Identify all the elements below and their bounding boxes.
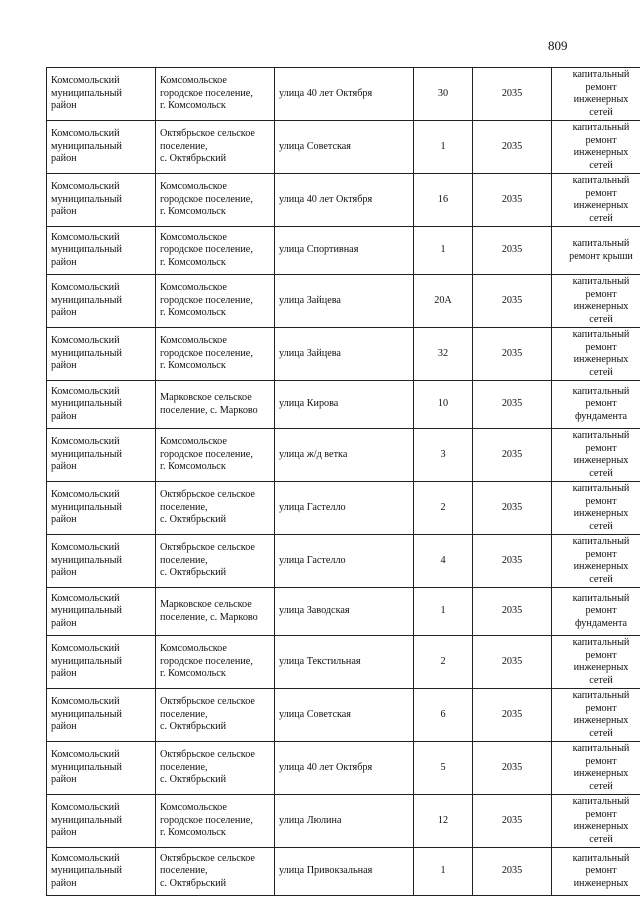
year-cell: 2035 [473,535,552,588]
work-type-cell-line: инженерных [573,354,629,365]
district-cell-line: Комсомольский [51,542,120,554]
street-cell: улица Зайцева [275,328,414,381]
settlement-cell [156,742,275,795]
settlement-cell [156,227,275,275]
work-type-cell [552,227,640,275]
district-cell-line: район [51,256,77,268]
district-cell [47,429,156,482]
work-type-cell-line: сетей [589,520,613,532]
district-cell-line: муниципальный [51,193,122,205]
settlement-cell [156,482,275,535]
settlement-cell-line: городское поселение, [160,448,253,460]
district-cell-line: Комсомольский [51,128,120,140]
district-cell-line: район [51,410,77,422]
street-cell: улица Советская [275,121,414,174]
settlement-cell-line: Комсомольское [160,75,227,87]
settlement-cell [156,68,275,121]
house-number-cell: 6 [414,689,473,742]
work-type-cell-line: капитальный [572,852,630,864]
district-cell-line: муниципальный [51,655,122,667]
year-cell: 2035 [473,429,552,482]
table-row [47,275,640,328]
page-number: 809 [548,38,568,53]
settlement-cell-line: с. Октябрьский [160,514,227,526]
street-cell: улица Заводская [275,588,414,636]
settlement-cell-line: поселение, [160,140,208,152]
year-cell: 2035 [473,689,552,742]
settlement-cell-line: Комсомольское [160,335,227,347]
district-cell [47,381,156,429]
settlement-cell-line: Октябрьское сельское [160,696,255,708]
settlement-cell-line: городское поселение, [160,655,253,667]
settlement-cell-line: поселение, [160,501,208,513]
house-number-cell: 1 [414,227,473,275]
work-type-cell [552,795,640,848]
district-cell [47,121,156,174]
settlement-cell-line: поселение, [160,865,208,877]
work-type-cell-line: фундамента [574,410,628,422]
house-number-cell: 12 [414,795,473,848]
work-type-cell-line: капитальный [572,276,630,287]
district-cell-line: Комсомольский [51,643,120,655]
street-cell: улица Зайцева [275,275,414,328]
district-cell-line: Комсомольский [51,852,120,864]
district-cell-line: муниципальный [51,140,122,152]
settlement-cell-line: городское поселение, [160,87,253,99]
district-cell-line: Комсомольский [51,802,120,814]
settlement-cell-line: Марковское сельское [160,392,252,403]
work-type-cell [552,328,640,381]
work-type-cell-line: сетей [589,106,613,118]
work-type-cell-line: инженерных [573,877,629,889]
work-type-cell-line: капитальный [572,536,630,547]
district-cell [47,689,156,742]
table-row [47,328,640,381]
settlement-cell-line: с. Октябрьский [160,567,227,579]
house-number-cell: 10 [414,381,473,429]
year-cell: 2035 [473,795,552,848]
work-type-cell-line: сетей [589,573,613,585]
work-type-cell-line: ремонт [585,81,617,93]
work-type-cell [552,482,640,535]
table-row [47,535,640,588]
work-type-cell-line: фундамента [574,617,628,629]
work-type-cell-line: сетей [589,780,613,792]
district-cell-line: Комсомольский [51,592,120,604]
settlement-cell [156,848,275,896]
settlement-cell-line: с. Октябрьский [160,153,227,165]
district-cell-line: муниципальный [51,554,122,566]
work-type-cell-line: ремонт [585,755,617,767]
work-type-cell-line: инженерных [573,147,629,158]
district-cell-line: Комсомольский [51,335,120,347]
work-type-cell-line: капитальный [572,122,630,133]
table-row [47,227,640,275]
work-type-cell-line: капитальный [572,175,630,186]
street-cell: улица 40 лет Октября [275,174,414,227]
work-type-cell-line: инженерных [573,200,629,211]
street-cell: улица Кирова [275,381,414,429]
work-type-cell-line: капитальный [572,238,630,249]
district-cell-line: муниципальный [51,814,122,826]
settlement-cell-line: г. Комсомольск [160,827,226,839]
table-row [47,742,640,795]
house-number-cell: 1 [414,848,473,896]
settlement-cell-line: г. Комсомольск [160,360,226,372]
settlement-cell-line: Комсомольское [160,181,227,193]
district-cell-line: Комсомольский [51,282,120,294]
table-row [47,689,640,742]
work-type-cell-line: капитальный [572,483,630,494]
settlement-cell-line: г. Комсомольск [160,461,226,473]
district-cell [47,68,156,121]
street-cell: улица Текстильная [275,636,414,689]
year-cell: 2035 [473,227,552,275]
table-row [47,795,640,848]
settlement-cell [156,121,275,174]
street-cell: улица Гастелло [275,482,414,535]
settlement-cell-line: г. Комсомольск [160,668,226,680]
house-number-cell: 30 [414,68,473,121]
work-type-cell-line: инженерных [573,94,629,105]
district-cell-line: муниципальный [51,347,122,359]
district-cell-line: Комсомольский [51,75,120,87]
work-type-cell-line: сетей [589,313,613,325]
work-type-cell-line: сетей [589,467,613,479]
work-type-cell [552,689,640,742]
settlement-cell [156,689,275,742]
street-cell: улица Привокзальная [275,848,414,896]
table-row [47,68,640,121]
work-type-cell-line: ремонт [585,808,617,820]
year-cell: 2035 [473,482,552,535]
settlement-cell-line: Октябрьское сельское [160,542,255,554]
table-row [47,848,640,896]
settlement-cell-line: г. Комсомольск [160,100,226,112]
work-type-cell-line: ремонт [585,649,617,661]
district-cell-line: муниципальный [51,865,122,877]
district-cell-line: район [51,153,77,165]
work-type-cell-line: капитальный [572,329,630,340]
settlement-cell-line: городское поселение, [160,814,253,826]
work-type-cell-line: инженерных [573,715,629,726]
table-row [47,381,640,429]
district-cell-line: район [51,721,77,733]
work-type-cell-line: сетей [589,212,613,224]
settlement-cell-line: с. Октябрьский [160,721,227,733]
work-type-cell-line: ремонт [585,865,617,877]
table-row [47,636,640,689]
district-cell-line: муниципальный [51,294,122,306]
settlement-cell-line: городское поселение, [160,244,253,256]
settlement-cell-line: городское поселение, [160,294,253,306]
work-type-cell-line: инженерных [573,561,629,572]
house-number-cell: 2 [414,482,473,535]
year-cell: 2035 [473,381,552,429]
settlement-cell-line: с. Октябрьский [160,877,227,889]
table-body [47,68,640,896]
year-cell: 2035 [473,848,552,896]
street-cell: улица 40 лет Октября [275,68,414,121]
settlement-cell-line: Комсомольское [160,802,227,814]
district-cell-line: Комсомольский [51,181,120,193]
district-cell-line: район [51,774,77,786]
district-cell [47,848,156,896]
work-type-cell-line: сетей [589,833,613,845]
work-type-cell-line: инженерных [573,508,629,519]
street-cell: улица Советская [275,689,414,742]
district-cell-line: Комсомольский [51,696,120,708]
year-cell: 2035 [473,174,552,227]
work-type-cell-line: капитальный [572,796,630,807]
district-cell-line: муниципальный [51,87,122,99]
district-cell [47,227,156,275]
district-cell-line: район [51,307,77,319]
work-type-cell [552,275,640,328]
year-cell: 2035 [473,742,552,795]
house-number-cell: 32 [414,328,473,381]
work-type-cell-line: ремонт крыши [569,250,633,262]
district-cell-line: муниципальный [51,605,122,617]
district-cell-line: район [51,100,77,112]
work-type-cell-line: капитальный [572,385,630,397]
district-cell-line: муниципальный [51,398,122,410]
settlement-cell [156,328,275,381]
work-type-cell-line: ремонт [585,341,617,353]
table-row [47,588,640,636]
street-cell: улица 40 лет Октября [275,742,414,795]
settlement-cell [156,174,275,227]
table-row [47,429,640,482]
settlement-cell-line: Октябрьское сельское [160,128,255,140]
housing-repair-table [46,67,640,896]
work-type-cell [552,381,640,429]
settlement-cell-line: с. Октябрьский [160,774,227,786]
district-cell-line: муниципальный [51,501,122,513]
street-cell: улица Спортивная [275,227,414,275]
settlement-cell-line: Октябрьское сельское [160,749,255,761]
settlement-cell-line: Октябрьское сельское [160,489,255,501]
district-cell-line: муниципальный [51,708,122,720]
settlement-cell [156,535,275,588]
district-cell [47,174,156,227]
house-number-cell: 4 [414,535,473,588]
work-type-cell-line: ремонт [585,495,617,507]
settlement-cell-line: поселение, [160,708,208,720]
table-row [47,482,640,535]
street-cell: улица Гастелло [275,535,414,588]
settlement-cell-line: Марковское сельское [160,599,252,610]
district-cell-line: район [51,567,77,579]
district-cell [47,795,156,848]
work-type-cell-line: ремонт [585,442,617,454]
work-type-cell-line: сетей [589,727,613,739]
district-cell [47,742,156,795]
street-cell: улица Люлина [275,795,414,848]
settlement-cell [156,588,275,636]
settlement-cell-line: Комсомольское [160,231,227,243]
work-type-cell-line: капитальный [572,69,630,80]
work-type-cell [552,636,640,689]
settlement-cell-line: поселение, с. Марково [160,404,258,416]
district-cell [47,482,156,535]
district-cell-line: район [51,206,77,218]
house-number-cell: 2 [414,636,473,689]
house-number-cell: 3 [414,429,473,482]
year-cell: 2035 [473,328,552,381]
settlement-cell-line: городское поселение, [160,193,253,205]
year-cell: 2035 [473,68,552,121]
district-cell-line: Комсомольский [51,489,120,501]
district-cell-line: район [51,461,77,473]
settlement-cell-line: поселение, [160,554,208,566]
district-cell-line: муниципальный [51,761,122,773]
work-type-cell-line: ремонт [585,398,617,410]
work-type-cell-line: инженерных [573,455,629,466]
work-type-cell-line: капитальный [572,690,630,701]
district-cell [47,275,156,328]
work-type-cell-line: инженерных [573,301,629,312]
work-type-cell [552,742,640,795]
work-type-cell [552,429,640,482]
work-type-cell-line: ремонт [585,548,617,560]
work-type-cell [552,174,640,227]
work-type-cell [552,121,640,174]
district-cell [47,636,156,689]
year-cell: 2035 [473,588,552,636]
work-type-cell [552,848,640,896]
settlement-cell [156,429,275,482]
work-type-cell-line: ремонт [585,605,617,617]
settlement-cell-line: г. Комсомольск [160,256,226,268]
house-number-cell: 16 [414,174,473,227]
work-type-cell-line: капитальный [572,637,630,648]
year-cell: 2035 [473,636,552,689]
work-type-cell-line: инженерных [573,821,629,832]
district-cell-line: район [51,668,77,680]
district-cell-line: Комсомольский [51,231,120,243]
work-type-cell-line: сетей [589,366,613,378]
district-cell-line: муниципальный [51,244,122,256]
settlement-cell-line: Комсомольское [160,282,227,294]
work-type-cell-line: ремонт [585,187,617,199]
district-cell [47,535,156,588]
settlement-cell-line: городское поселение, [160,347,253,359]
table-row [47,174,640,227]
settlement-cell [156,795,275,848]
house-number-cell: 1 [414,588,473,636]
work-type-cell [552,535,640,588]
settlement-cell [156,381,275,429]
year-cell: 2035 [473,275,552,328]
house-number-cell: 20А [414,275,473,328]
district-cell-line: муниципальный [51,448,122,460]
work-type-cell-line: сетей [589,159,613,171]
work-type-cell [552,588,640,636]
settlement-cell-line: Комсомольское [160,643,227,655]
settlement-cell-line: поселение, с. Марково [160,611,258,623]
settlement-cell-line: поселение, [160,761,208,773]
work-type-cell-line: ремонт [585,702,617,714]
house-number-cell: 1 [414,121,473,174]
district-cell [47,588,156,636]
district-cell-line: район [51,827,77,839]
district-cell [47,328,156,381]
district-cell-line: Комсомольский [51,436,120,448]
settlement-cell-line: Октябрьское сельское [160,852,255,864]
district-cell-line: район [51,877,77,889]
settlement-cell-line: г. Комсомольск [160,206,226,218]
settlement-cell-line: Комсомольское [160,436,227,448]
settlement-cell-line: г. Комсомольск [160,307,226,319]
work-type-cell-line: сетей [589,674,613,686]
district-cell-line: Комсомольский [51,385,120,397]
district-cell-line: район [51,617,77,629]
work-type-cell-line: капитальный [572,592,630,604]
work-type-cell-line: ремонт [585,288,617,300]
work-type-cell [552,68,640,121]
district-cell-line: Комсомольский [51,749,120,761]
table-row [47,121,640,174]
house-number-cell: 5 [414,742,473,795]
district-cell-line: район [51,514,77,526]
work-type-cell-line: инженерных [573,662,629,673]
district-cell-line: район [51,360,77,372]
work-type-cell-line: капитальный [572,430,630,441]
street-cell: улица ж/д ветка [275,429,414,482]
settlement-cell [156,636,275,689]
work-type-cell-line: инженерных [573,768,629,779]
work-type-cell-line: ремонт [585,134,617,146]
settlement-cell [156,275,275,328]
work-type-cell-line: капитальный [572,743,630,754]
year-cell: 2035 [473,121,552,174]
